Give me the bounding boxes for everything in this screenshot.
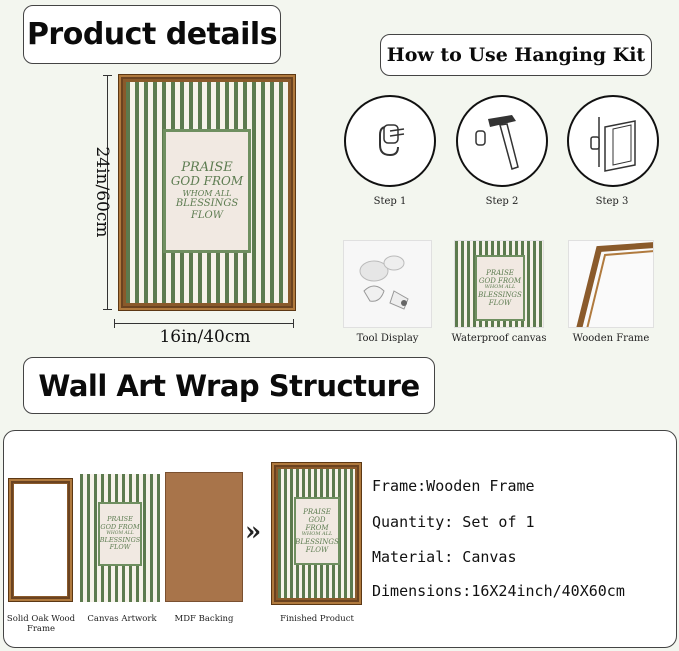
hook-icon	[346, 97, 438, 189]
product-details-heading: Product details	[23, 5, 281, 64]
artwork-line: WHOM ALL	[106, 531, 134, 537]
artwork-line: FLOW	[109, 543, 131, 552]
artwork-line: GOD FROM	[305, 516, 329, 533]
artwork-line: PRAISE	[181, 159, 233, 175]
artwork-line: FLOW	[305, 545, 329, 554]
arrow-icon: »	[245, 517, 262, 547]
finished-mat	[294, 497, 340, 565]
artwork-line: GOD FROM	[478, 277, 522, 286]
mdf-backing-label: MDF Backing	[174, 614, 234, 624]
waterproof-canvas-photo	[454, 240, 544, 328]
canvas-mat	[475, 255, 525, 321]
tool-display-photo	[343, 240, 432, 328]
artwork-line: PRAISE	[303, 508, 331, 516]
artwork-line: BLESSINGS	[99, 535, 141, 544]
wooden-frame-label: Wooden Frame	[572, 333, 650, 344]
hammer-icon	[458, 97, 550, 189]
hanging-kit-heading: How to Use Hanging Kit	[380, 34, 652, 76]
artwork-line: GOD FROM	[100, 522, 140, 531]
artwork-mat	[163, 129, 251, 253]
spec-dimensions: Dimensions:16X24inch/40X60cm	[372, 582, 625, 600]
width-dimension-line	[114, 323, 294, 324]
artwork-line: FLOW	[488, 298, 512, 307]
tool-display-label: Tool Display	[356, 333, 419, 344]
oak-frame-part	[8, 478, 73, 602]
wooden-frame-photo	[568, 240, 654, 328]
artwork-line: BLESSINGS	[295, 537, 339, 546]
width-dimension-label: 16in/40cm	[159, 327, 251, 347]
finished-product-part	[271, 462, 362, 605]
artwork-line: WHOM ALL	[182, 189, 232, 199]
artwork-line: GOD FROM	[170, 174, 244, 189]
step-2-label: Step 2	[485, 196, 519, 207]
step-1-label: Step 1	[373, 196, 407, 207]
artwork-line: WHOM ALL	[484, 284, 516, 291]
step-3-label: Step 3	[595, 196, 629, 207]
artwork-line: WHOM ALL	[301, 531, 333, 538]
finished-product-label: Finished Product	[280, 614, 354, 624]
mdf-backing-part	[165, 472, 243, 602]
artwork-line: PRAISE	[486, 269, 514, 278]
artwork-line: FLOW	[190, 209, 224, 221]
hanging-frame-icon	[569, 97, 661, 189]
canvas-artwork-label: Canvas Artwork	[87, 614, 157, 624]
spec-quantity: Quantity: Set of 1	[372, 513, 535, 531]
product-frame	[118, 74, 296, 311]
spec-material: Material: Canvas	[372, 548, 517, 566]
canvas-part-mat	[98, 502, 142, 566]
artwork-line: PRAISE	[107, 515, 133, 524]
canvas-artwork-part	[80, 474, 160, 602]
spec-frame: Frame:Wooden Frame	[372, 477, 535, 495]
waterproof-canvas-label: Waterproof canvas	[451, 333, 547, 344]
artwork-line: BLESSINGS	[478, 290, 522, 299]
artwork-line: BLESSINGS	[175, 198, 239, 210]
height-dimension-label: 24in/60cm	[92, 146, 112, 238]
oak-frame-label: Solid Oak Wood Frame	[6, 614, 76, 634]
step-2-circle	[456, 95, 548, 187]
step-1-circle	[344, 95, 436, 187]
step-3-circle	[567, 95, 659, 187]
wrap-structure-heading: Wall Art Wrap Structure	[23, 357, 435, 414]
